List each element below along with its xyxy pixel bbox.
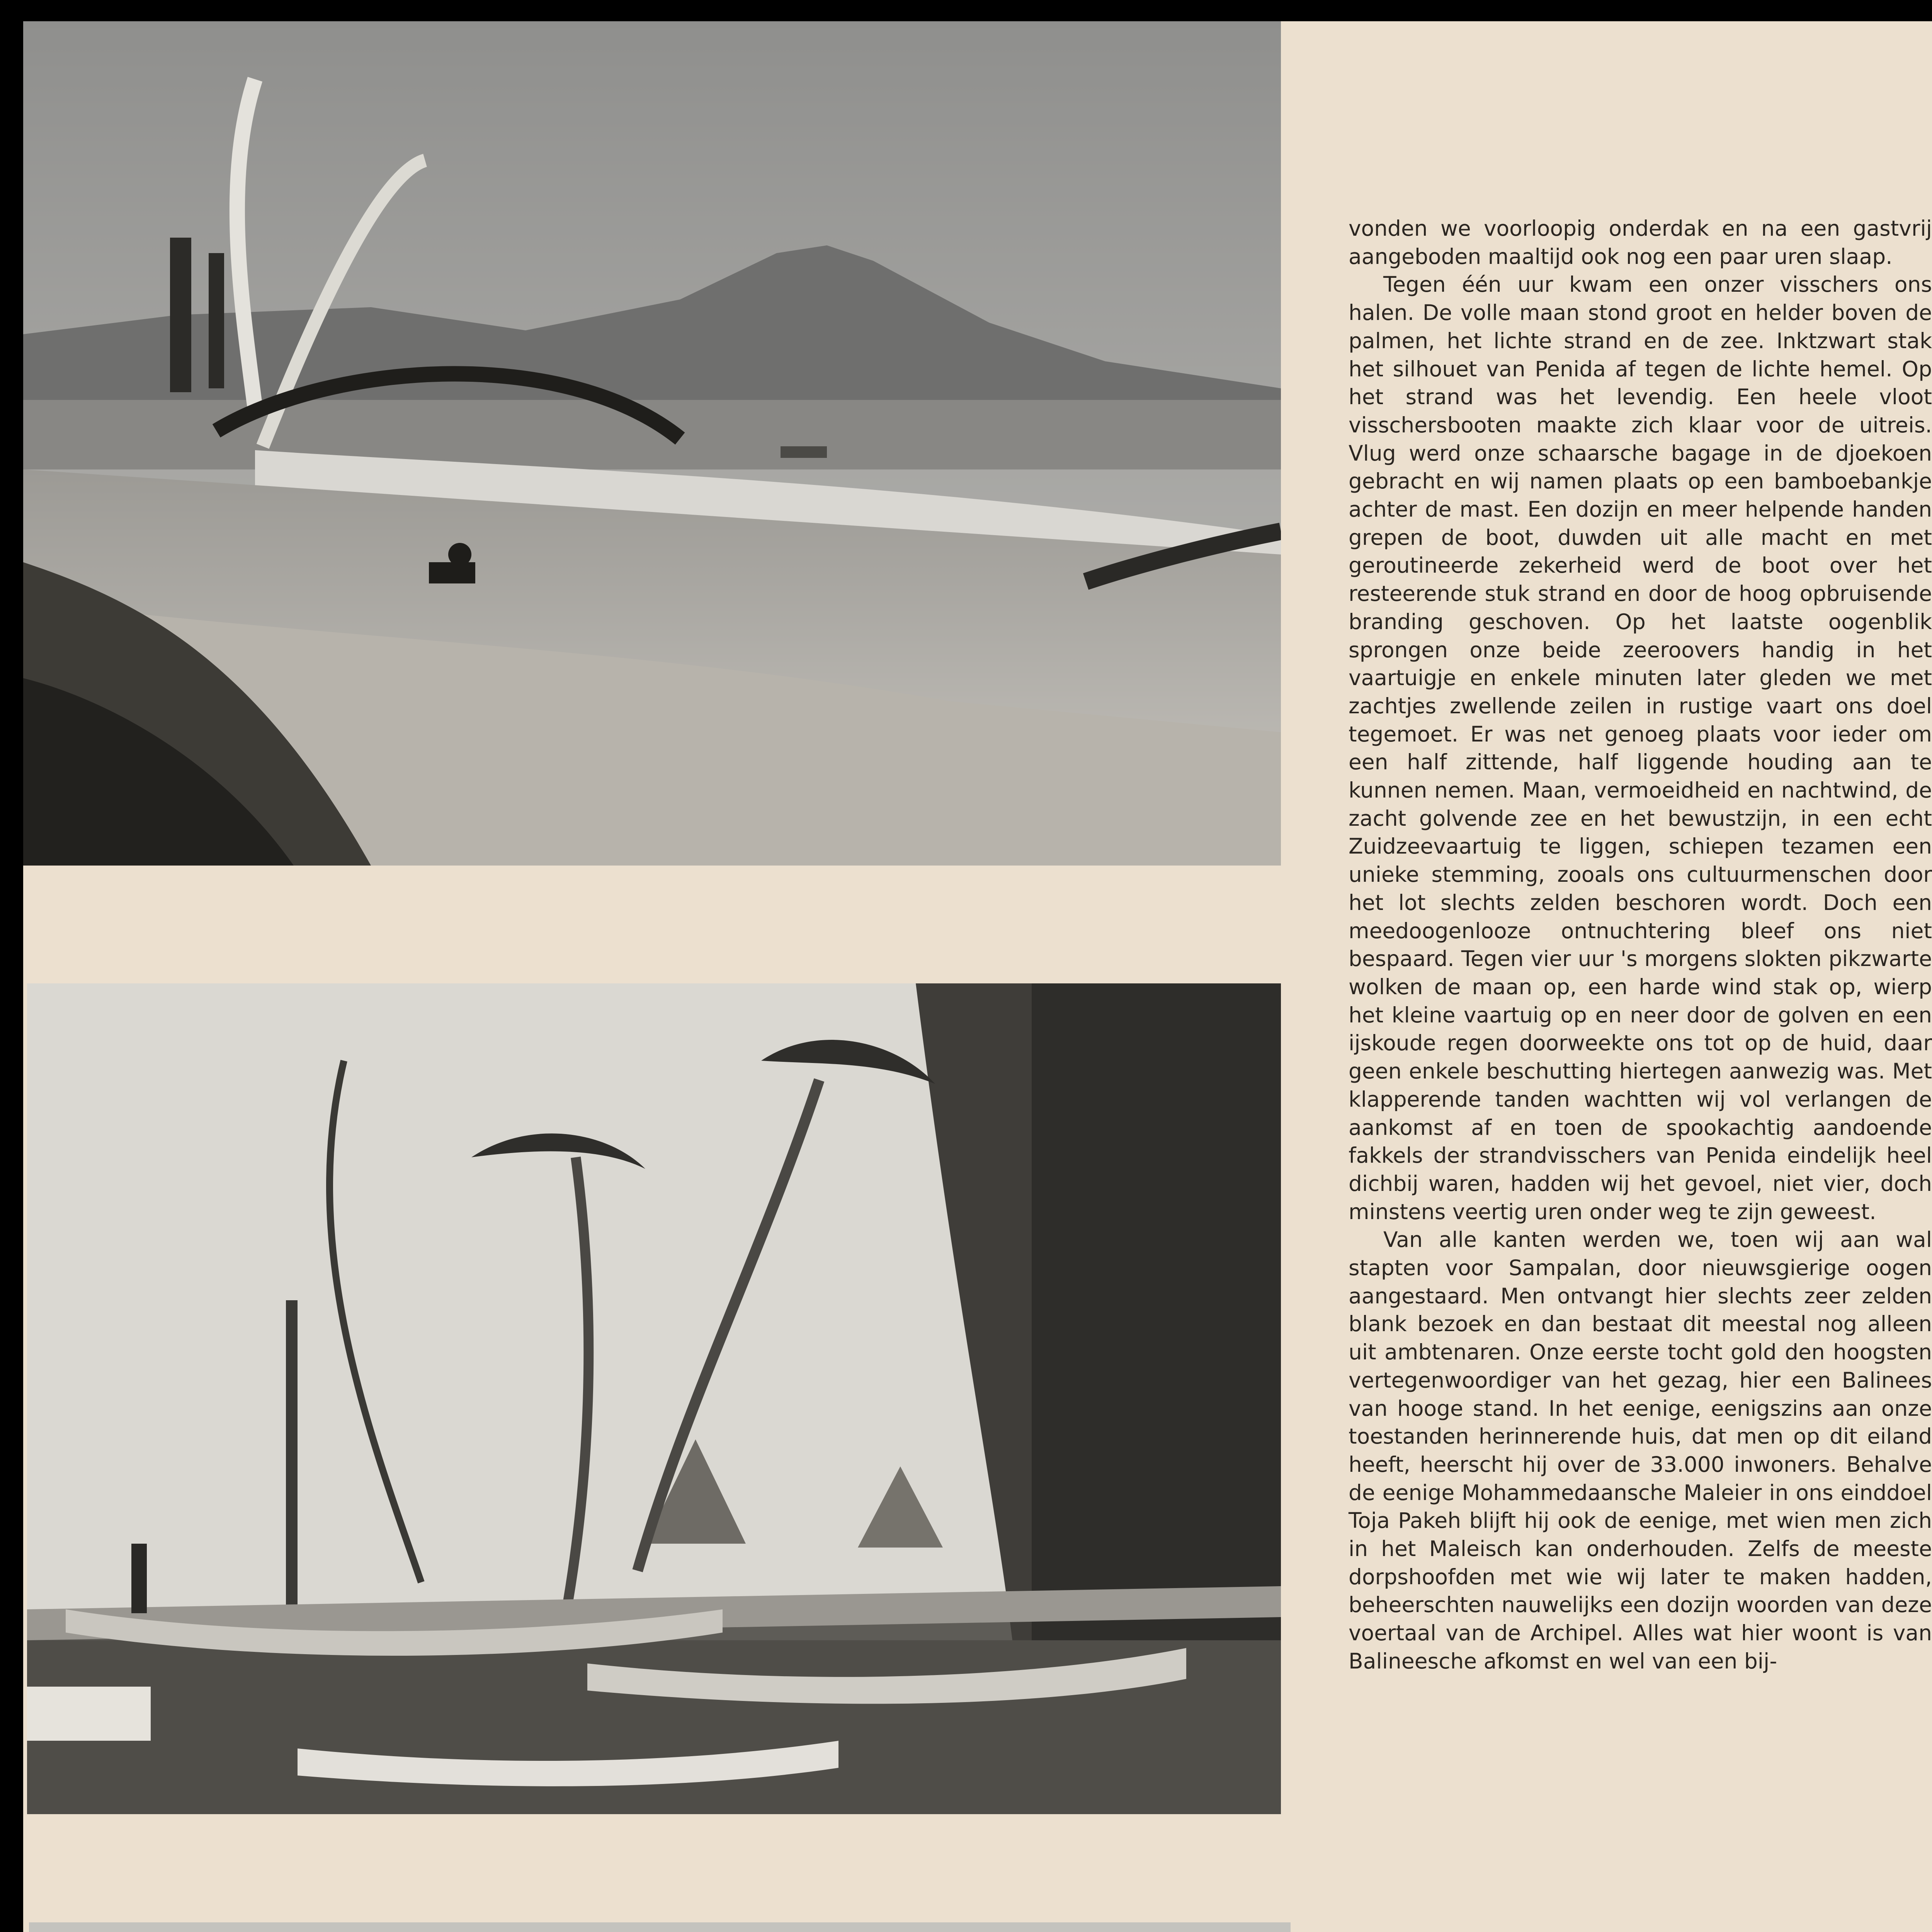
article-paragraph: vonden we voorloopig onderdak en na een gastvrij aangeboden maaltijd ook nog een paar uren slaap. <box>1349 216 1932 269</box>
article-paragraph: Tegen één uur kwam een onzer visschers ons halen. De volle maan stond groot en helder boven de palmen, het lichte strand en de zee. Inktzwart stak het silhouet van Penida af tegen de lichte hemel. Op het strand was het levendig. Een heele vloot visschersbooten maakte zich klaar voor de uitreis. Vlug werd onze schaarsche bagage in de djoekoen gebracht en wij namen plaats op een bamboebankje achter de mast. Een dozijn en meer helpende handen grepen de boot, duwden uit alle macht en met geroutineerde zekerheid werd de boot over het resteerende stuk strand en door de hoog opbruisende branding geschoven. Op het laatste oogenblik sprongen onze beide zeeroovers handig in het vaartuigje en enkele minuten later gleden we met zachtjes zwellende zeilen in rustige vaart ons doel tegemoet. Er was net genoeg plaats voor ieder om een half zittende, half liggende houding aan te kunnen nemen. Maan, vermoeidheid en nachtwind, de zacht golvende zee en het bewustzijn, in een echt Zuidzeevaartuig te liggen, schiepen tezamen een unieke stemming, zooals ons cultuurmenschen door het lot slechts zelden beschoren wordt. Doch een meedoogenlooze ontnuchtering bleef ons niet bespaard. Tegen vier uur 's morgens slokten pikzwarte wolken de maan op, een harde wind stak op, wierp het kleine vaartuig op en neer door de golven en een ijskoude regen doorweekte ons tot op de huid, daar geen enkele beschutting hiertegen aanwezig was. Met klapperende tanden wachtten wij vol verlangen de aankomst af en toen de spookachtig aandoende fakkels der strandvisschers van Penida eindelijk heel dichbij waren, hadden wij het gevoel, niet vier, doch minstens veertig uren onder weg te zijn geweest. <box>1349 272 1932 1224</box>
page <box>23 21 1932 1932</box>
article-paragraph: Van alle kanten werden we, toen wij aan wal stapten voor Sampalan, door nieuwsgierige oogen aangestaard. Men ontvangt hier slechts zeer zelden blank bezoek en dan bestaat dit meestal nog alleen uit ambtenaren. Onze eerste tocht gold den hoogsten vertegenwoordiger van het gezag, hier een Balinees van hooge stand. In het eenige, eenigszins aan onze toestanden herinnerende huis, dat men op dit eiland heeft, heerscht hij over de 33.000 inwoners. Behalve de eenige Mohammedaansche Maleier in ons einddoel Toja Pakeh blijft hij ook de eenige, met wien men zich in het Maleisch kan onderhouden. Zelfs de meeste dorpshoofden met wie wij later te maken hadden, beheerschten nauwelijks een dozijn woorden van deze voertaal van de Archipel. Alles wat hier woont is van Balineesche afkomst en wel van een bij- <box>1349 1227 1932 1673</box>
photo-boats-beach <box>27 983 1281 1814</box>
photo-salt-pans <box>29 1922 1291 1932</box>
photo-volcano <box>23 21 1281 866</box>
article-text <box>1349 214 1932 1932</box>
